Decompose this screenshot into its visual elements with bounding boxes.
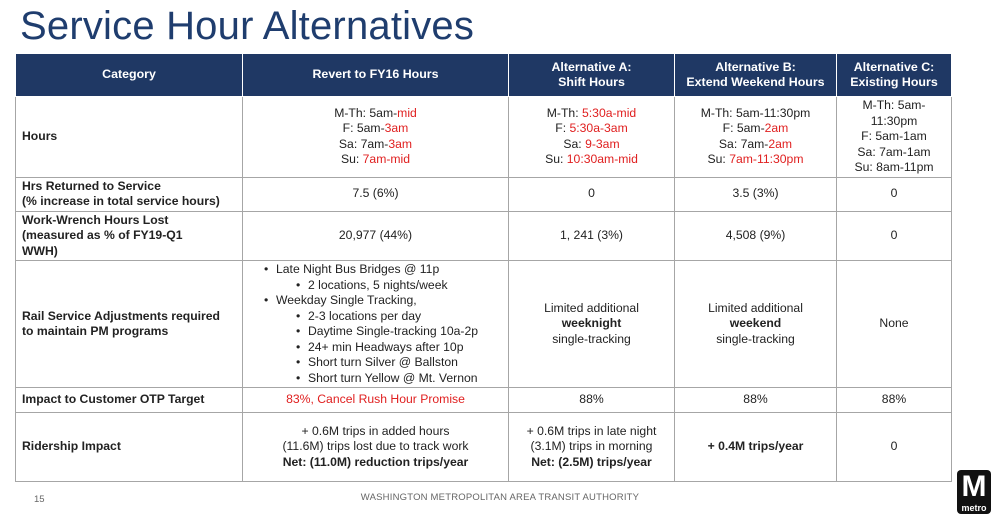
otp-alt-c: 88% [837,388,952,413]
rail-alt-b-line2: weekend [729,316,782,331]
hrs-returned-category-line2: (% increase in total service hours) [22,194,220,208]
row-otp [16,388,952,413]
ridership-category: Ridership Impact [16,413,243,482]
wwh-lost-category [16,211,243,261]
ridership-alt-a-line3: Net: (2.5M) trips/year [531,454,652,469]
hours-alt-c-line: Sa: 7am-1am [857,144,931,159]
hours-alt-b-line: F: 5am-2am [722,121,789,136]
row-hrs-returned [16,177,952,211]
ridership-alt-a-line1: + 0.6M trips in late night [526,423,657,438]
hrs-returned-alt-c: 0 [837,177,952,211]
hours-revert-line: Sa: 7am-3am [338,136,413,151]
hours-alt-a-line: F: 5:30a-3am [555,121,628,136]
hrs-returned-alt-b: 3.5 (3%) [675,177,837,211]
rail-adjustments-category-line1: Rail Service Adjustments required [22,308,220,323]
page-number: 15 [34,494,45,505]
sub-list [276,278,503,294]
hours-category: Hours [16,97,243,178]
hours-alt-c-line: M-Th: 5am- [862,98,926,112]
header-alt-c [837,54,952,97]
rail-alt-b-line1: Limited additional [708,300,803,315]
otp-revert: 83%, Cancel Rush Hour Promise [243,388,509,413]
otp-alt-b: 88% [675,388,837,413]
metro-logo [957,470,991,514]
wwh-lost-category-line3: WWH) [22,243,58,258]
footer-organization: WASHINGTON METROPOLITAN AREA TRANSIT AUTHORITY [360,492,640,503]
rail-alt-a-line3: single-tracking [552,331,631,346]
rail-alt-a-line2: weeknight [561,316,622,331]
ridership-alt-b: + 0.4M trips/year [675,413,837,482]
wwh-lost-category-line2: (measured as % of FY19-Q1 [22,228,183,242]
rail-adjustments-alt-c: None [837,261,952,388]
sub-list [276,309,503,387]
otp-alt-a: 88% [509,388,675,413]
row-rail-adjustments [16,261,952,388]
service-hours-table [15,53,952,482]
wwh-lost-category-line1: Work-Wrench Hours Lost [22,212,169,227]
header-row [16,54,952,97]
header-alt-c-line2: Existing Hours [850,75,938,89]
header-alt-a-line1: Alternative A: [551,59,632,74]
row-hours [16,97,952,178]
list-item: • 2 locations, 5 nights/week [296,278,503,294]
wwh-lost-alt-b: 4,508 (9%) [675,211,837,261]
list-item: • Short turn Silver @ Ballston [296,355,503,371]
wwh-lost-alt-c: 0 [837,211,952,261]
rail-adjustments-category-line2: to maintain PM programs [22,324,169,338]
rail-adjustments-alt-b [675,261,837,388]
list-item: • 24+ min Headways after 10p [296,340,503,356]
hrs-returned-category-line1: Hrs Returned to Service [22,178,161,193]
rail-adjustments-revert [243,261,509,388]
wwh-lost-revert: 20,977 (44%) [243,211,509,261]
page-title: Service Hour Alternatives [20,4,475,48]
rail-alt-a-line1: Limited additional [544,300,639,315]
list-item: • Daytime Single-tracking 10a-2p [296,324,503,340]
header-alt-a-line2: Shift Hours [558,75,625,89]
header-alt-b-line1: Alternative B: [715,59,796,74]
hrs-returned-revert: 7.5 (6%) [243,177,509,211]
hours-alt-c-line: 11:30pm [870,113,918,128]
hours-alt-a-line: Su: 10:30am-mid [545,152,638,167]
hours-alt-a [509,97,675,178]
header-alt-b [675,54,837,97]
hours-alt-a-line: Sa: 9-3am [563,136,620,151]
ridership-alt-a [509,413,675,482]
hours-alt-b-line: Sa: 7am-2am [718,136,793,151]
rail-adjustments-list [248,262,503,386]
ridership-alt-c: 0 [837,413,952,482]
hours-alt-c-line: F: 5am-1am [861,129,927,143]
header-alt-b-line2: Extend Weekend Hours [686,75,825,89]
ridership-revert-line3: Net: (11.0M) reduction trips/year [282,454,469,469]
hours-alt-c [837,97,952,178]
header-category: Category [16,54,243,97]
hours-revert-line: M-Th: 5am-mid [334,105,417,120]
hrs-returned-alt-a: 0 [509,177,675,211]
list-item: • Late Night Bus Bridges @ 11p • 2 locations, 5 nights/week [264,262,503,293]
ridership-alt-a-line2: (3.1M) trips in morning [530,439,653,454]
list-item: • Weekday Single Tracking, • 2-3 locations per day • Daytime Single-tracking 10a-2p • 24+ min Headways after 10p • Short turn Silver @ Ballston • Short turn Yellow @ Mt. Vernon [264,293,503,386]
row-ridership [16,413,952,482]
ridership-revert-line1: + 0.6M trips in added hours [301,423,450,438]
hours-alt-a-line: M-Th: 5:30a-mid [546,105,637,120]
hours-alt-b-line: M-Th: 5am-11:30pm [700,105,811,120]
list-item: • 2-3 locations per day [296,309,503,325]
metro-logo-word: metro [961,503,987,513]
rail-alt-b-line3: single-tracking [716,331,795,346]
header-alt-c-line1: Alternative C: [853,59,935,74]
header-alt-a [509,54,675,97]
hours-alt-c-line: Su: 8am-11pm [854,160,934,174]
ridership-revert [243,413,509,482]
rail-adjustments-alt-a [509,261,675,388]
ridership-revert-line2: (11.6M) trips lost due to track work [282,439,469,454]
hours-revert-line: F: 5am-3am [342,121,409,136]
row-wwh-lost [16,211,952,261]
rail-adjustments-category [16,261,243,388]
hours-revert-line: Su: 7am-mid [340,152,411,167]
list-item: • Short turn Yellow @ Mt. Vernon [296,371,503,387]
hrs-returned-category [16,177,243,211]
header-revert: Revert to FY16 Hours [243,54,509,97]
hours-revert [243,97,509,178]
hours-alt-b-line: Su: 7am-11:30pm [707,152,804,167]
wwh-lost-alt-a: 1, 241 (3%) [509,211,675,261]
metro-logo-letter: M [961,470,987,503]
hours-alt-b [675,97,837,178]
otp-category: Impact to Customer OTP Target [16,388,243,413]
